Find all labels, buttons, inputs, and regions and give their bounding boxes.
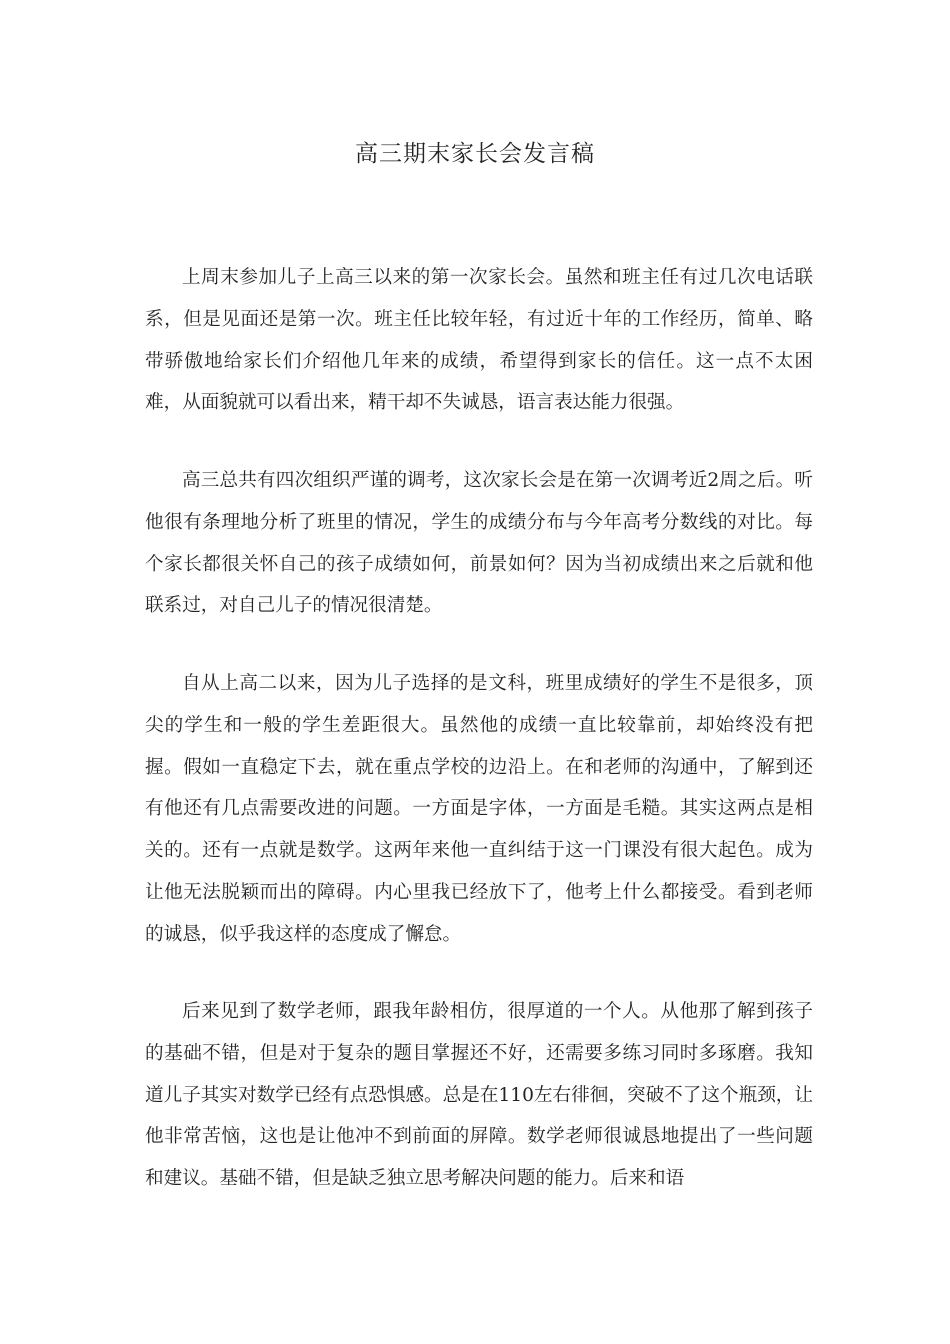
paragraph-1: 上周末参加儿子上高三以来的第一次家长会。虽然和班主任有过几次电话联系，但是见面还是第一次。班主任比较年轻，有过近十年的工作经历，简单、略带骄傲地给家长们介绍他几年来的成绩，希望得到家长的信任。这一点不太困难，从面貌就可以看出来，精干却不失诚恳，语言表达能力很强。 — [145, 267, 813, 414]
document-title: 高三期末家长会发言稿 — [355, 141, 595, 167]
paragraph-4: 后来见到了数学老师，跟我年龄相仿，很厚道的一个人。从他那了解到孩子的基础不错，但是对于复杂的题目掌握还不好，还需要多练习同时多琢磨。我知道儿子其实对数学已经有点恐惧感。总是在110左右徘徊，突破不了这个瓶颈，让他非常苦恼，这也是让他冲不到前面的屏障。数学老师很诚恳地提出了一些问题和建议。基础不错，但是缺乏独立思考解决问题的能力。后来和语 — [145, 1001, 813, 1190]
paragraph-3: 自从上高二以来，因为儿子选择的是文科，班里成绩好的学生不是很多，顶尖的学生和一般的学生差距很大。虽然他的成绩一直比较靠前，却始终没有把握。假如一直稳定下去，就在重点学校的边沿上。在和老师的沟通中，了解到还有他还有几点需要改进的问题。一方面是字体，一方面是毛糙。其实这两点是相关的。还有一点就是数学。这两年来他一直纠结于这一门课没有很大起色。成为让他无法脱颖而出的障碍。内心里我已经放下了，他考上什么都接受。看到老师的诚恳，似乎我这样的态度成了懈怠。 — [145, 673, 813, 945]
paragraph-2: 高三总共有四次组织严谨的调考，这次家长会是在第一次调考近2周之后。听他很有条理地分析了班里的情况，学生的成绩分布与今年高考分数线的对比。每个家长都很关怀自己的孩子成绩如何，前景如何？因为当初成绩出来之后就和他联系过，对自己儿子的情况很清楚。 — [145, 470, 813, 617]
